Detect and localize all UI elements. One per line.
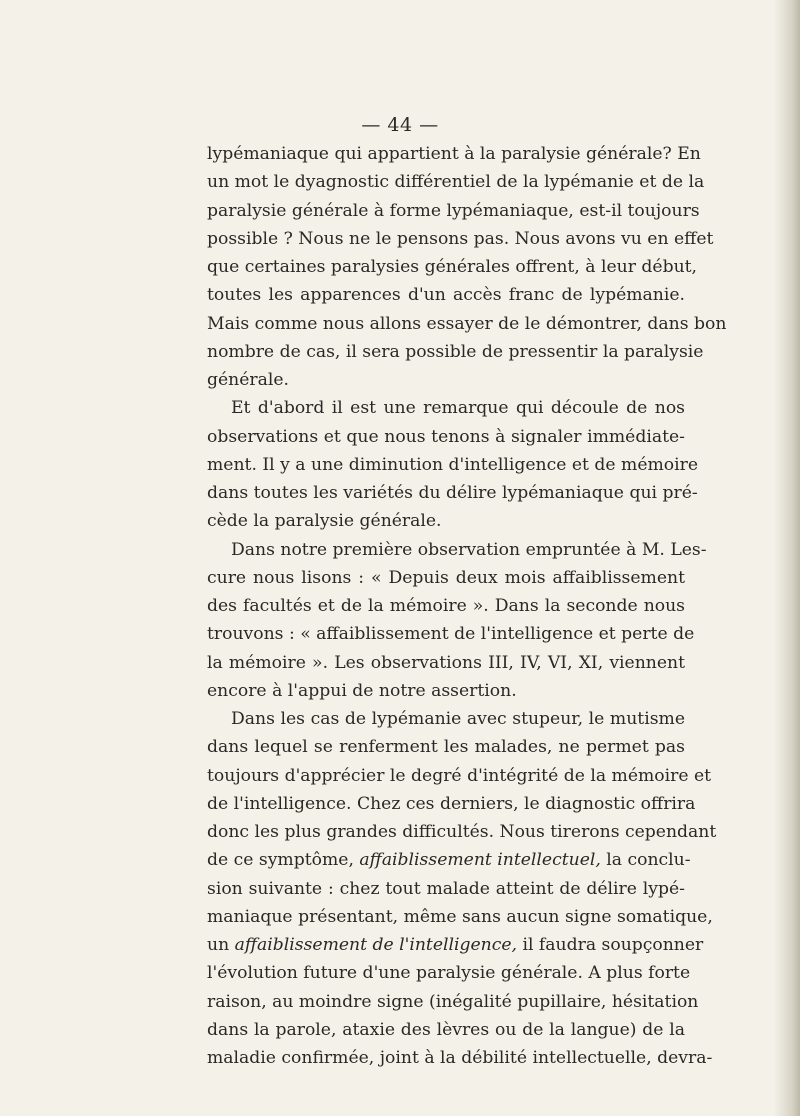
text-line: cure nous lisons : « Depuis deux mois affaiblissement xyxy=(207,567,685,588)
text-line: la mémoire ». Les observations III, IV, VI, XI, viennent xyxy=(207,652,685,673)
text-line xyxy=(207,846,691,874)
text-line: Dans les cas de lypémanie avec stupeur, le mutisme xyxy=(231,709,685,729)
text-line: dans toutes les variétés du délire lypémaniaque qui pré- xyxy=(207,483,698,503)
text-line-segment: un xyxy=(207,935,235,955)
text-line: raison, au moindre signe (inégalité pupillaire, hésitation xyxy=(207,991,699,1012)
italic-phrase: affaiblissement de l'intelligence, xyxy=(234,935,517,955)
text-line: trouvons : « affaiblissement de l'intelligence et perte de xyxy=(207,624,695,645)
text-line: de l'intelligence. Chez ces derniers, le diagnostic offrira xyxy=(207,793,696,814)
text-line: Dans notre première observation empruntée à M. Les- xyxy=(231,539,707,560)
text-line: paralysie générale à forme lypémaniaque, est-il toujours xyxy=(207,200,700,221)
text-line: des facultés et de la mémoire ». Dans la seconde nous xyxy=(207,596,685,616)
text-line: observations et que nous tenons à signaler immédiate- xyxy=(207,426,685,447)
text-line: cède la paralysie générale. xyxy=(207,511,442,532)
text-line: que certaines paralysies générales offrent, à leur début, xyxy=(207,257,698,277)
text-line: possible ? Nous ne le pensons pas. Nous avons vu en effet xyxy=(207,228,714,249)
text-line-segment: de ce symptôme, xyxy=(207,850,360,871)
text-line-segment: la conclu- xyxy=(600,850,691,871)
text-line: maniaque présentant, même sans aucun signe somatique, xyxy=(207,906,713,927)
text-line: dans lequel se renferment les malades, ne permet pas xyxy=(207,737,685,758)
text-line xyxy=(207,931,704,959)
text-line-segment: il faudra soupçonner xyxy=(517,935,704,955)
page-edge-shadow xyxy=(774,0,800,1116)
text-line: Mais comme nous allons essayer de le démontrer, dans bon xyxy=(207,313,727,334)
text-line: toujours d'apprécier le degré d'intégrité de la mémoire et xyxy=(207,765,712,786)
text-line: sion suivante : chez tout malade atteint de délire lypé- xyxy=(207,878,685,899)
text-line: toutes les apparences d'un accès franc de lypémanie. xyxy=(207,285,685,306)
text-line: encore à l'appui de notre assertion. xyxy=(207,680,517,701)
text-line: donc les plus grandes difficultés. Nous tirerons cependant xyxy=(207,822,717,842)
text-line: générale. xyxy=(207,370,290,390)
italic-phrase: affaiblissement intellectuel, xyxy=(359,850,601,871)
text-line: l'évolution future d'une paralysie générale. A plus forte xyxy=(207,963,691,984)
text-line: un mot le dyagnostic différentiel de la lypémanie et de la xyxy=(207,172,705,193)
body-text xyxy=(207,140,727,1072)
text-line: maladie confirmée, joint à la débilité intellectuelle, devra- xyxy=(207,1048,713,1068)
text-line: dans la parole, ataxie des lèvres ou de la langue) de la xyxy=(207,1019,685,1040)
text-line: nombre de cas, il sera possible de pressentir la paralysie xyxy=(207,341,704,362)
text-line: Et d'abord il est une remarque qui découle de nos xyxy=(231,398,685,419)
text-line: ment. Il y a une diminution d'intelligence et de mémoire xyxy=(207,454,699,475)
text-line: lypémaniaque qui appartient à la paralysie générale? En xyxy=(207,144,701,164)
page-number: — 44 — xyxy=(361,114,439,136)
